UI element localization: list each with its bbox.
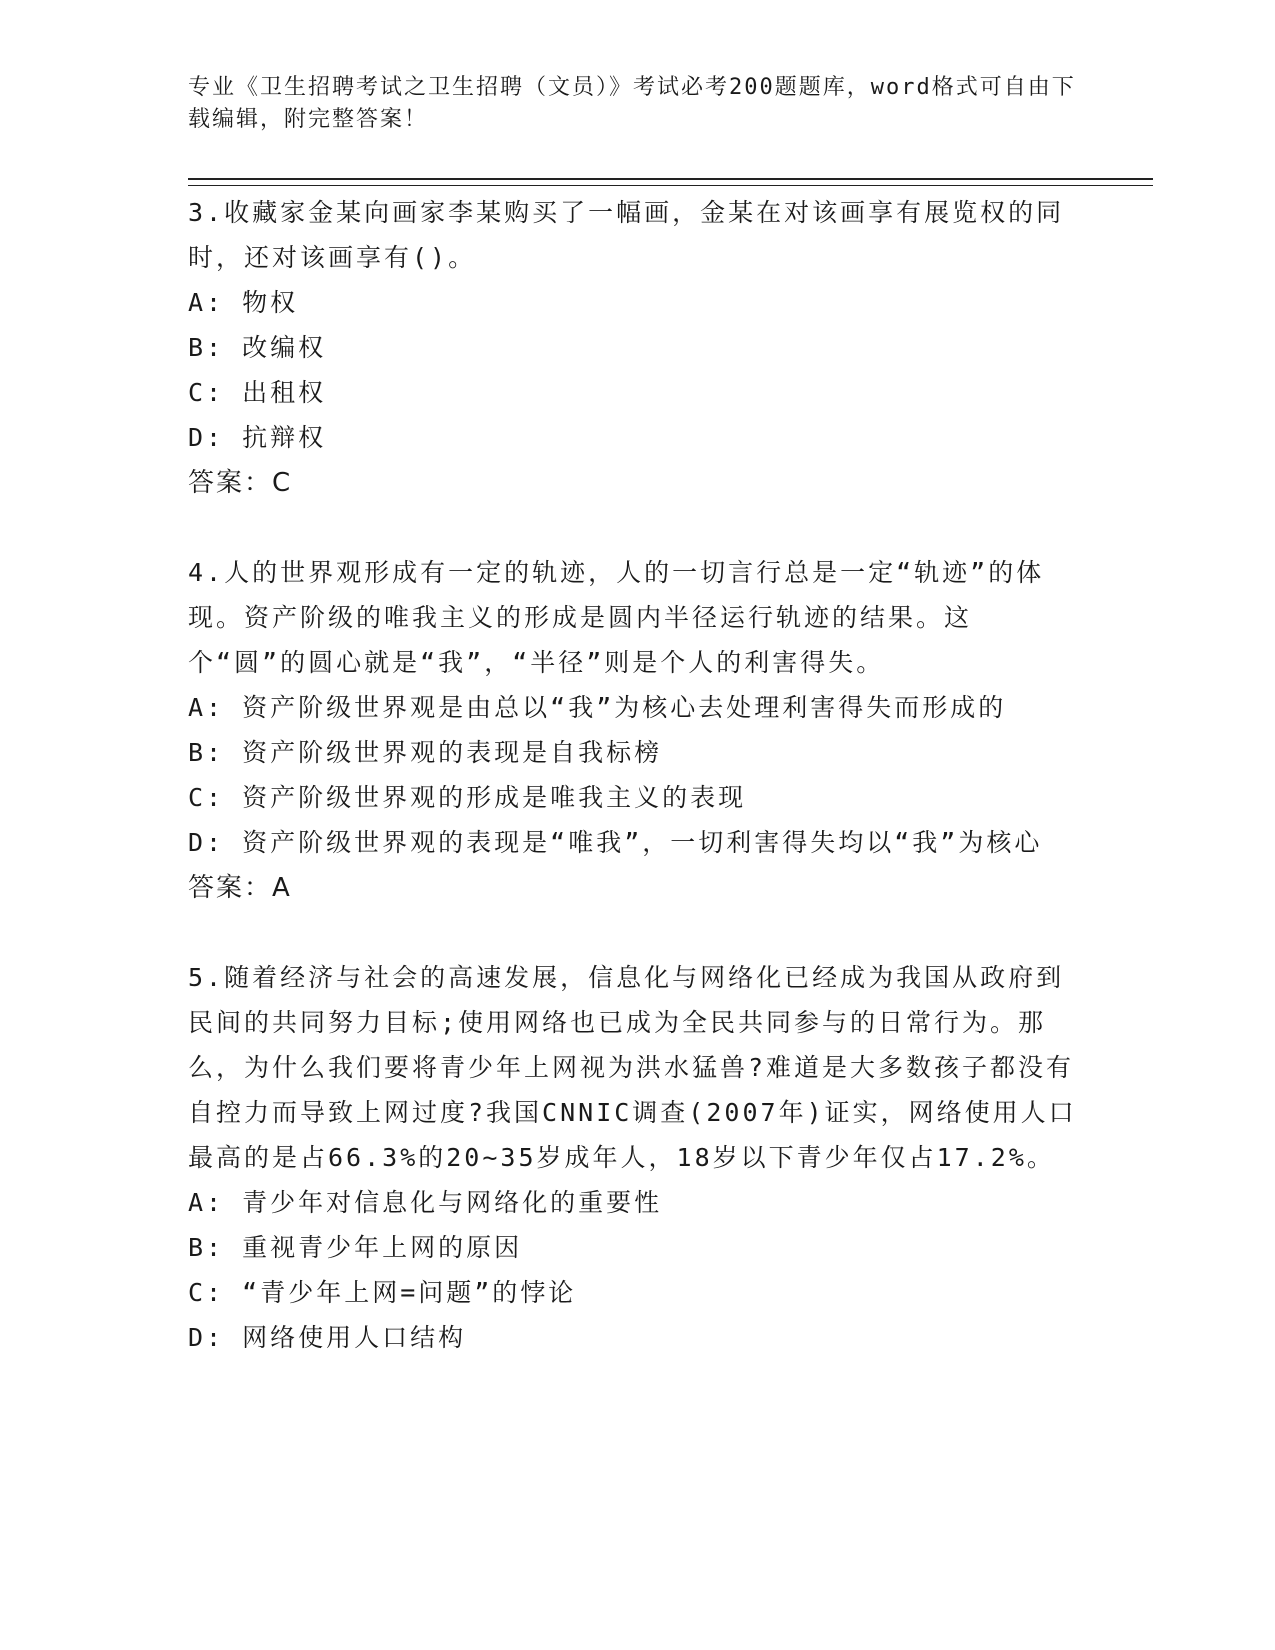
answer-line: 答案：A xyxy=(188,873,292,903)
question-4 xyxy=(188,550,1088,911)
option-d: D: 资产阶级世界观的表现是“唯我”，一切利害得失均以“我”为核心 xyxy=(188,828,1043,857)
document-header xyxy=(188,72,1078,136)
question-text: 5.随着经济与社会的高速发展，信息化与网络化已经成为我国从政府到民间的共同努力目标;使用网络也已成为全民共同参与的日常行为。那么，为什么我们要将青少年上网视为洪水猛兽?难道是大多数孩子都没有自控力而导致上网过度?我国CNNIC调查(2007年)证实，网络使用人口最高的是占66.3%的20~35岁成年人，18岁以下青少年仅占17.2%。 xyxy=(188,963,1077,1172)
question-5 xyxy=(188,955,1088,1360)
question-text: 3.收藏家金某向画家李某购买了一幅画，金某在对该画享有展览权的同时，还对该画享有()。 xyxy=(188,198,1065,272)
header-text: 专业《卫生招聘考试之卫生招聘（文员）》考试必考200题题库，word格式可自由下载编辑，附完整答案！ xyxy=(188,75,1076,132)
question-3 xyxy=(188,190,1088,506)
option-b: B: 资产阶级世界观的表现是自我标榜 xyxy=(188,738,663,767)
option-c: C: “青少年上网=问题”的悖论 xyxy=(188,1278,577,1307)
option-c: C: 出租权 xyxy=(188,378,327,407)
option-d: D: 抗辩权 xyxy=(188,423,327,452)
option-b: B: 改编权 xyxy=(188,333,327,362)
option-d: D: 网络使用人口结构 xyxy=(188,1323,467,1352)
option-a: A: 资产阶级世界观是由总以“我”为核心去处理利害得失而形成的 xyxy=(188,693,1007,722)
question-text: 4.人的世界观形成有一定的轨迹，人的一切言行总是一定“轨迹”的体现。资产阶级的唯我主义的形成是圆内半径运行轨迹的结果。这个“圆”的圆心就是“我”，“半径”则是个人的利害得失。 xyxy=(188,558,1045,677)
option-a: A: 青少年对信息化与网络化的重要性 xyxy=(188,1188,663,1217)
question-list xyxy=(188,190,1088,1404)
option-a: A: 物权 xyxy=(188,288,299,317)
answer-line: 答案：C xyxy=(188,468,293,498)
header-divider xyxy=(188,178,1153,186)
option-b: B: 重视青少年上网的原因 xyxy=(188,1233,523,1262)
option-c: C: 资产阶级世界观的形成是唯我主义的表现 xyxy=(188,783,747,812)
